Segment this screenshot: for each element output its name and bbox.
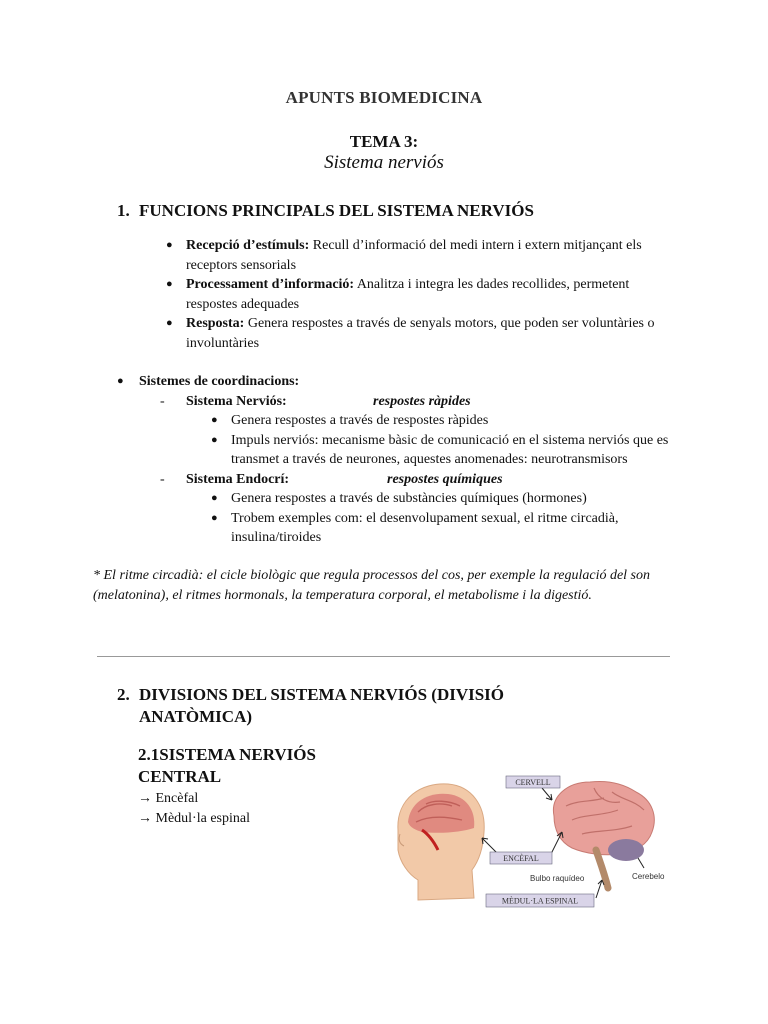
bullet-dot-icon: ●: [211, 492, 218, 504]
section2-heading-text: DIVISIONS DEL SISTEMA NERVIÓS (DIVISIÓ ANATÒMICA): [139, 685, 505, 726]
bullet-dot-icon: ●: [211, 511, 218, 524]
bullet-dot-icon: ●: [166, 278, 173, 290]
cns-parts-list: [138, 789, 250, 828]
label-encefal: [490, 852, 552, 864]
bullet-dot-icon: ●: [166, 239, 173, 251]
functions-list: [160, 236, 680, 353]
bullet-dot-icon: ●: [211, 433, 218, 446]
label-cervell: [506, 776, 560, 788]
dash-marker: -: [160, 393, 165, 409]
system-nervios-list: [211, 411, 691, 470]
list-item: ● Genera respostes a través de substàncies químiques (hormones): [231, 489, 691, 509]
list-item: [160, 236, 680, 275]
section2-heading: [117, 684, 577, 728]
system-name: Sistema Endocrí:: [186, 471, 290, 487]
bullet-dot-icon: ●: [211, 414, 218, 426]
bullet-term: Recepció d’estímuls:: [186, 238, 310, 253]
head-illustration: [398, 784, 484, 900]
document-title: APUNTS BIOMEDICINA: [285, 88, 483, 107]
system-name: Sistema Nerviós:: [186, 393, 287, 409]
brain-diagram: [382, 770, 682, 910]
section1-number: 1.: [117, 201, 130, 220]
label-medula-espinal: [486, 894, 594, 907]
system-endocri-list: [211, 489, 691, 548]
list-item: ● Trobem exemples com: el desenvolupament sexual, el ritme circadià, insulina/tiroides: [211, 510, 619, 545]
coordination-label: ● Sistemes de coordinacions:: [117, 372, 717, 392]
tema-number: TEMA 3:: [349, 132, 419, 151]
bullet-text: Genera respostes a través de senyals motors, que poden ser voluntàries o involuntàries: [186, 316, 655, 351]
dash-marker: -: [160, 471, 165, 487]
system-tag: respostes químiques: [387, 471, 503, 487]
label-cerebelo: Cerebelo: [632, 872, 665, 881]
svg-text:MÈDUL·LA ESPINAL: MÈDUL·LA ESPINAL: [501, 896, 579, 906]
list-item: ● Genera respostes a través de respostes ràpides: [231, 411, 691, 431]
system-nervios-row: [117, 392, 717, 412]
bullet-term: Processament d’informació:: [186, 277, 355, 292]
list-item: ● Impuls nerviós: mecanisme bàsic de comunicació en el sistema nerviós que es transmet a través de neurones, aquestes anomenades: neurotransmisors: [211, 432, 669, 467]
bullet-dot-icon: ●: [117, 375, 124, 387]
list-item: [160, 314, 680, 353]
bullet-text: Analitza i integra les dades recollides, permetent respostes adequades: [186, 277, 630, 312]
svg-text:CERVELL: CERVELL: [515, 778, 551, 787]
svg-text:ENCÈFAL: ENCÈFAL: [503, 854, 539, 863]
section1-heading: [117, 200, 534, 222]
section2-number: 2.: [117, 685, 130, 704]
list-item: → Mèdul·la espinal: [138, 810, 250, 826]
circadian-note: * El ritme circadià: el cicle biològic que regula processos del cos, per exemple la regulació del son (melatonina), el ritmes hormonals, la temperatura corporal, el metabolisme i la digestió.: [93, 568, 651, 603]
tema-subtitle: Sistema nerviós: [324, 152, 444, 173]
list-item: → Encèfal: [138, 791, 199, 806]
bullet-text: Recull d’informació del medi intern i extern mitjançant els receptors sensorials: [186, 238, 642, 273]
coordination-systems: [117, 372, 717, 548]
list-item: [160, 275, 680, 314]
system-tag: respostes ràpides: [373, 393, 471, 409]
bullet-term: Resposta:: [186, 316, 245, 331]
label-bulbo: Bulbo raquídeo: [530, 874, 585, 883]
horizontal-divider: [97, 656, 670, 657]
section1-heading-text: FUNCIONS PRINCIPALS DEL SISTEMA NERVIÓS: [139, 201, 534, 220]
subsection-heading: 2.1SISTEMA NERVIÓS CENTRAL: [138, 745, 316, 786]
bullet-dot-icon: ●: [166, 317, 173, 329]
system-endocri-row: [117, 470, 717, 490]
